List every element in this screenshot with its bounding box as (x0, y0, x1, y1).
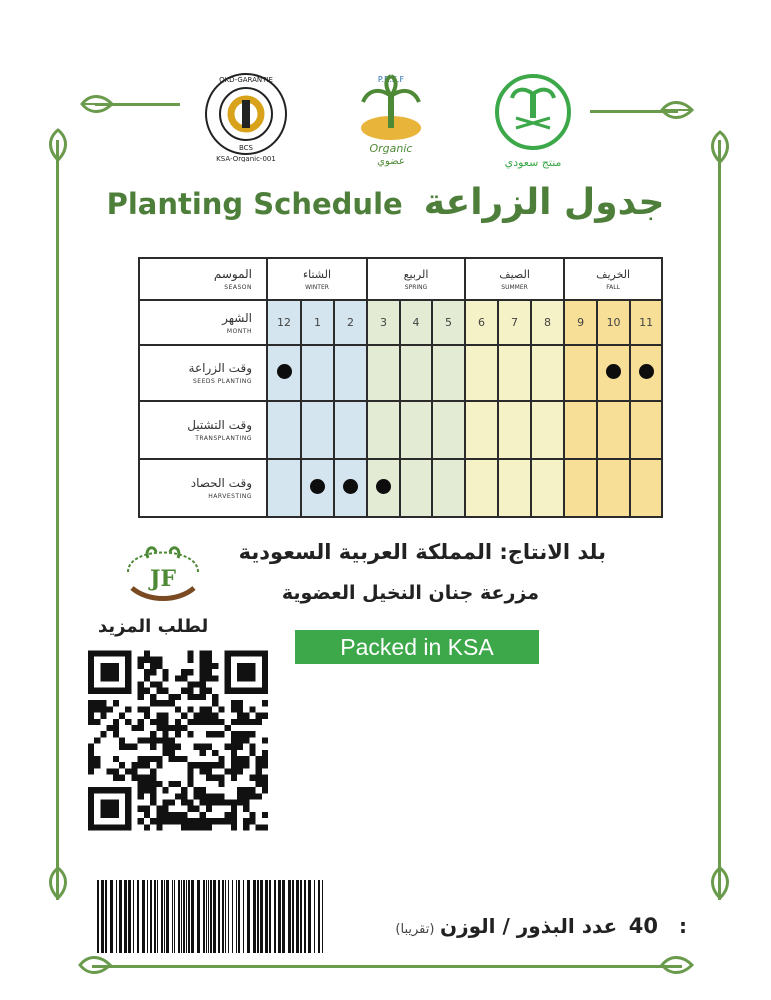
schedule-cell (301, 345, 334, 401)
farm-logo (118, 532, 208, 610)
month-row (139, 300, 662, 345)
schedule-cell (432, 401, 465, 459)
schedule-cell (267, 459, 301, 517)
month-cell: 1 (301, 300, 334, 345)
month-label-cell: الشهر MONTH (139, 300, 267, 345)
schedule-dot (606, 364, 621, 379)
month-cell: 9 (564, 300, 597, 345)
schedule-cell (301, 459, 334, 517)
weight-row (395, 914, 687, 938)
planting-schedule-table (138, 257, 663, 518)
qcs-ring-text: QKD-GARANTIE (219, 76, 273, 84)
qcs-certification-logo (200, 70, 292, 162)
month-cell: 6 (465, 300, 498, 345)
leaf-icon (707, 866, 733, 900)
schedule-cell (367, 459, 400, 517)
month-cell: 2 (334, 300, 367, 345)
schedule-dot (639, 364, 654, 379)
season-fall: الخريف FALL (564, 258, 662, 300)
season-label-cell: الموسم SEASON (139, 258, 267, 300)
title-english: Planting Schedule (106, 187, 403, 221)
schedule-cell (597, 459, 630, 517)
qr-caption: لطلب المزيد (98, 616, 209, 637)
month-cell: 5 (432, 300, 465, 345)
month-cell: 3 (367, 300, 400, 345)
farm-logo-text: JF (149, 566, 177, 592)
schedule-cell (597, 401, 630, 459)
schedule-dot (376, 479, 391, 494)
schedule-dot (343, 479, 358, 494)
month-cell: 11 (630, 300, 662, 345)
month-cell: 4 (400, 300, 432, 345)
schedule-cell (531, 459, 564, 517)
seeds-planting-row (139, 345, 662, 401)
schedule-cell (267, 401, 301, 459)
schedule-cell (531, 345, 564, 401)
leaf-icon (45, 128, 71, 162)
barcode (95, 880, 327, 953)
leaf-icon (78, 953, 112, 977)
schedule-cell (367, 345, 400, 401)
schedule-cell (630, 345, 662, 401)
weight-value: 40 (628, 914, 659, 938)
schedule-cell (564, 401, 597, 459)
schedule-cell (334, 345, 367, 401)
organic-certification-logo (343, 62, 439, 167)
schedule-cell (400, 345, 432, 401)
schedule-cell (465, 401, 498, 459)
weight-note: (تقريبا) (395, 922, 435, 937)
month-cell: 8 (531, 300, 564, 345)
qcs-caption: KSA-Organic-001 (216, 155, 276, 162)
leaf-icon (45, 866, 71, 900)
saudi-product-text: منتج سعودي (504, 156, 562, 169)
activity-label-cell: وقت الحصاد HARVESTING (139, 459, 267, 517)
leaf-icon (707, 130, 733, 164)
weight-label: عدد البذور / الوزن : (440, 914, 687, 938)
month-cell: 12 (267, 300, 301, 345)
schedule-dot (277, 364, 292, 379)
title-arabic: جدول الزراعة (423, 182, 665, 223)
schedule-cell (465, 459, 498, 517)
schedule-cell (400, 459, 432, 517)
leaf-icon (660, 98, 694, 122)
qr-code[interactable] (88, 648, 268, 833)
organic-top-text: P.R.E.F (377, 75, 405, 84)
transplanting-row (139, 401, 662, 459)
season-spring: الربيع SPRING (367, 258, 465, 300)
organic-ar-text: عضوي (377, 156, 405, 167)
harvesting-row (139, 459, 662, 517)
schedule-cell (630, 459, 662, 517)
saudi-product-logo (490, 72, 576, 170)
country-of-origin: بلد الانتاج: المملكة العربية السعودية (238, 540, 606, 564)
schedule-cell (400, 401, 432, 459)
schedule-dot (310, 479, 325, 494)
schedule-cell (630, 401, 662, 459)
schedule-cell (367, 401, 400, 459)
schedule-cell (564, 459, 597, 517)
packed-in-badge: Packed in KSA (295, 630, 539, 664)
schedule-cell (498, 345, 531, 401)
leaf-icon (660, 953, 694, 977)
schedule-cell (498, 459, 531, 517)
leaf-icon (80, 92, 114, 116)
organic-en-text: Organic (369, 142, 413, 155)
schedule-cell (597, 345, 630, 401)
qcs-bottom-text: BCS (238, 144, 254, 152)
activity-label-cell: وقت الزراعة SEEDS PLANTING (139, 345, 267, 401)
season-row (139, 258, 662, 300)
activity-label-cell: وقت التشتيل TRANSPLANTING (139, 401, 267, 459)
schedule-cell (301, 401, 334, 459)
schedule-cell (334, 401, 367, 459)
schedule-cell (531, 401, 564, 459)
schedule-cell (334, 459, 367, 517)
schedule-cell (432, 345, 465, 401)
month-cell: 10 (597, 300, 630, 345)
schedule-cell (267, 345, 301, 401)
month-cell: 7 (498, 300, 531, 345)
season-winter: الشتاء WINTER (267, 258, 367, 300)
schedule-cell (465, 345, 498, 401)
farm-name: مزرعة جنان النخيل العضوية (281, 582, 539, 604)
season-summer: الصيف SUMMER (465, 258, 564, 300)
schedule-cell (564, 345, 597, 401)
page-title (0, 182, 771, 223)
schedule-cell (498, 401, 531, 459)
schedule-cell (432, 459, 465, 517)
